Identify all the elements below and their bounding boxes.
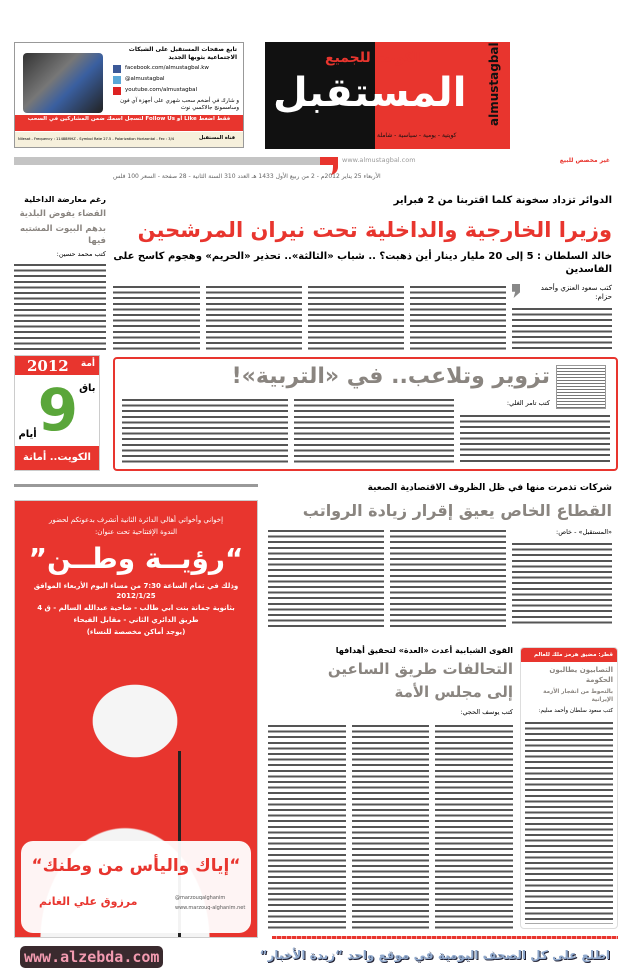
social-ad[interactable] [14,42,244,148]
ad-intro-2: الندوة الإفتتاحية تحت عنوان: [94,528,178,536]
alliances-column [435,723,513,929]
qatar-byline: كتب سعود سلطان وأحمد سليم: [538,708,613,714]
qatar-headline-2: بالتحوط من انفجار الأزمة الإيرانية [543,689,613,703]
lead-subhead: خالد السلطان : 5 إلى 20 مليار دينار أين ذهبت؟ .. شباب «الثالثة».. تحذير «الحريم» وهجوم كاسح على الفاسدين [113,251,612,275]
social-ad-cta[interactable]: فقط اضغط Like أو Follow Us لتسجل اسمك ضمن المشاركين في السحب [15,115,243,131]
salary-story [268,482,612,627]
satellite-info: Nilesat - Frequency : 11488MHZ - Symbol Rate 27.5 - Polarization Horizontal - Fec : 3/4 [18,137,175,141]
ad-candidate-name: مرزوق علي الغانم [39,895,138,908]
masthead-logo: المستقبل [273,70,467,116]
alliances-kicker: القوى الشبابية أعدت «العدة» لتحقيق أهدافها [335,646,513,655]
masthead-slogan: الكويت للجميع [325,50,423,66]
facebook-link[interactable]: facebook.com/almustagbal.kw [125,65,209,71]
side-headline-1: القضاء يفوض البلدية [19,209,106,219]
twitter-icon [113,76,121,84]
alliances-headline-2: إلى مجلس الأمة [394,683,513,701]
countdown-box [14,355,100,471]
countdown-year: 2012 [27,357,69,375]
countdown-footer: الكويت.. أمانة [15,446,99,470]
education-column [122,397,288,465]
side-byline: كتب محمد حسين: [56,250,106,258]
phones-image [23,53,103,113]
masthead [265,42,510,149]
qatar-header: قطر: مضيق هرمز ملك للعالم [521,648,617,662]
alliances-story [268,645,513,929]
side-column [14,262,106,350]
ad-detail-1: وذلك في تمام الساعة 7:30 من مساء اليوم الأربعاء الموافق 2012/1/25 [33,582,239,600]
lead-kicker: الدوائر تزداد سخونة كلما اقتربنا من 2 فبراير [393,195,612,206]
side-kicker: رغم معارضة الداخلية [24,195,106,204]
countdown-label: أمة [80,359,95,369]
info-bar-rule [14,157,320,165]
document-image [556,365,606,409]
ad-twitter[interactable]: @marzouqalghanim [175,895,226,901]
lead-headline: وزيرا الخارجية والداخلية تحت نيران المرشحين [137,218,612,242]
masthead-latin: almustagbal [487,42,501,126]
alliances-column [352,723,430,929]
bottom-rule [272,936,618,939]
lead-column [113,284,200,350]
footer-promo: اطلع على كل الصحف اليومية في موقع واحد “زبدة الأخبار“ [259,948,610,962]
lead-column [512,306,612,350]
salary-column [390,528,506,627]
section-rule [14,484,258,487]
lead-byline: كتب سعود العنزي وأحمد حزام: [540,284,612,301]
ad-website[interactable]: www.marzouq-alghanim.net [175,905,246,911]
qatar-box [520,647,618,929]
education-story-box [113,357,618,471]
channel-name: قناة المستقبل [198,135,235,141]
salary-headline: القطاع الخاص يعيق إقرار زيادة الرواتب [302,501,612,520]
campaign-ad[interactable] [14,500,258,938]
social-ad-title: تابع صفحات المستقبل على الشبكات الاجتماعية بثوبها الجديد [128,46,237,61]
ad-detail-2: بثانوية جمانة بنت ابي طالب - ضاحية عبدالله السالم - ق 4 [37,604,235,612]
salary-kicker: شركات تذمرت منها في ظل الظروف الاقتصادية الصعبة [367,483,612,493]
dateline: الأربعاء 25 يناير 2012م - 2 من ربيع الأول 1433 هـ العدد 310 السنة الثانية - 28 صفحة - السعر 100 فلس [113,173,381,180]
side-headline-2: بدهم البيوت المشتبه فيها [19,224,106,246]
salary-column [512,541,612,627]
qatar-column [525,720,613,924]
lead-column [308,284,404,350]
salary-byline: «المستقبل» - خاص: [556,528,612,536]
education-headline: تزوير وتلاعب.. في «التربية»! [231,364,550,389]
ad-intro-1: إخواني وأخواتي أهالي الدائرة الثانية أتشرف بدعوتكم لحضور [48,516,224,524]
youtube-icon [113,87,121,95]
not-for-sale: غير مخصص للبيع [559,157,610,164]
countdown-days: 9 [37,376,79,444]
social-ad-promo: و شارك في أضخم سحب شهري على أجهزة آي فون وسامسونج جالاكسي نوت [120,98,239,111]
salary-column [268,528,384,627]
masthead-tagline: كويتية - يومية - سياسية - شاملة [377,132,457,139]
facebook-icon [113,65,121,73]
ad-title: “رؤيــة وطــن” [28,542,244,575]
side-story [14,194,106,350]
lead-story [113,194,612,350]
footer-url[interactable]: www.alzebda.com [20,946,163,968]
ad-detail-3: طريق الدائري الثاني - مقابل الفيحاء [73,616,199,624]
education-column [460,413,610,465]
countdown-remaining: باق [79,383,96,394]
countdown-days-label: أيام [18,429,37,440]
lead-column [410,284,506,350]
alliances-column [268,723,346,929]
ad-note: (يوجد أماكن مخصصة للنساء) [86,628,186,636]
qatar-headline-1: التصابيون يطالبون الحكومة [549,666,613,684]
twitter-link[interactable]: @almustagbal [125,76,165,82]
education-byline: كتب تامر الغلي: [506,399,550,407]
alliances-byline: كتب يوسف الحجي: [460,708,513,716]
quote-mark [512,284,520,298]
website-url[interactable]: www.almustagbal.com [342,156,416,164]
ad-slogan: “إياك واليأس من وطنك“ [31,856,241,876]
lead-column [206,284,302,350]
youtube-link[interactable]: youtube.com/almustagbal [125,87,197,93]
education-column [294,397,454,465]
alliances-headline-1: التحالفات طريق الساعين [327,660,513,678]
